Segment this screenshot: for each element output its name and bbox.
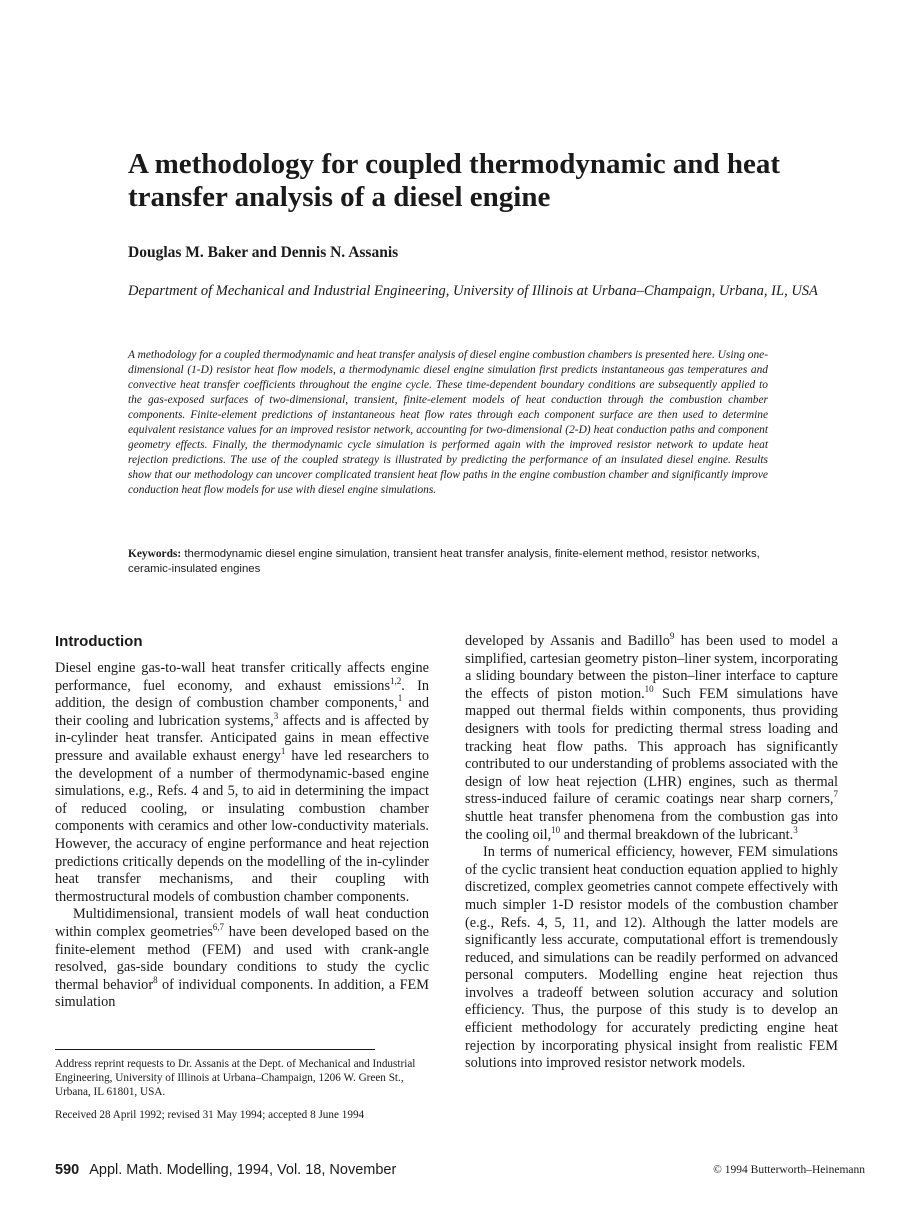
paper-title: A methodology for coupled thermodynamic and heat transfer analysis of a diesel engine xyxy=(128,148,780,213)
section-heading-introduction: Introduction xyxy=(55,633,143,650)
citation: 10 xyxy=(551,824,561,835)
citation: 10 xyxy=(644,684,654,695)
citation: 1 xyxy=(397,693,403,704)
author-list: Douglas M. Baker and Dennis N. Assanis xyxy=(128,244,399,261)
citation: 3 xyxy=(273,711,279,722)
journal-citation: Appl. Math. Modelling, 1994, Vol. 18, November xyxy=(89,1162,397,1178)
keywords xyxy=(128,547,768,577)
reprint-footnote: Address reprint requests to Dr. Assanis at the Dept. of Mechanical and Industrial Engineering, University of Illinois at Urbana–Champaign, 1206 W. Green St., Urbana, IL 61801, USA. xyxy=(55,1058,416,1098)
keywords-label: Keywords: xyxy=(128,548,182,560)
citation: 1 xyxy=(280,746,286,757)
intro-paragraph-4: In terms of numerical efficiency, however, FEM simulations of the cyclic transient heat conduction equation applied to highly discretized, complex geometries cannot compete effectively with much simpler 1-D resistor models of the combustion chamber (e.g., Refs. 4, 5, 11, and 12). Although the latter models are significantly less accurate, computational effort is tremendously reduced, and simulations can be readily performed on advanced personal computers. Modelling engine heat rejection thus involves a tradeoff between solution accuracy and solution efficiency. Thus, the purpose of this study is to develop an efficient methodology for accurately predicting engine heat rejection by incorporating physical insight from realistic FEM solutions into improved resistor network models. xyxy=(465,844,838,1072)
left-column xyxy=(55,633,429,1012)
page-footer xyxy=(55,1162,396,1178)
affiliation: Department of Mechanical and Industrial Engineering, University of Illinois at Urbana–Champaign, Urbana, IL, USA xyxy=(128,283,818,299)
intro-paragraph-1: Diesel engine gas-to-wall heat transfer critically affects engine performance, fuel economy, and exhaust emissions$^{1,2}$. In addition, the design of combustion chamber components,$^1$ and their cooling and lubrication systems,$^3$ affects and is affected by in-cylinder heat transfer. Anticipated gains in mean effective pressure and available exhaust energy$^1$ have led researchers to the development of a number of thermodynamic-based engine simulations, e.g., Refs. 4 and 5, to aid in determining the impact of reduced cooling, or insulating combustion chamber components with ceramics and other low-conductivity materials. However, the accuracy of engine performance and heat rejection predictions critically depends on the modelling of the in-cylinder heat transfer mechanisms, and their coupling with thermostructural models of combustion chamber components. xyxy=(55,660,430,905)
citation: 8 xyxy=(153,974,158,985)
intro-paragraph-2: Multidimensional, transient models of wall heat conduction within complex geometries$^{6,7}$ have been developed based on the finite-element method (FEM) and used with crank-angle resolved, gas-side boundary conditions to study the cyclic thermal behavior$^8$ of individual components. In addition, a FEM simulation xyxy=(55,906,430,1011)
citation: 6,7 xyxy=(212,922,225,933)
keywords-text: thermodynamic diesel engine simulation, transient heat transfer analysis, finite-element method, resistor networks, ceramic-insulated engines xyxy=(128,548,760,575)
page-number: 590 xyxy=(55,1162,80,1178)
citation: 1,2 xyxy=(390,675,402,686)
citation: 9 xyxy=(669,631,675,642)
abstract: A methodology for a coupled thermodynamic and heat transfer analysis of diesel engine combustion chambers is presented here. Using one-dimensional (1-D) resistor heat flow models, a thermodynamic diesel engine simulation first predicts instantaneous gas temperatures and convective heat transfer coefficients throughout the engine cycle. These time-dependent boundary conditions are subsequently applied to the gas-exposed surfaces of two-dimensional, transient, finite-element models of heat conduction through the combustion chamber components. Finite-element predictions of instantaneous heat flow rates through each component surface are then used to determine equivalent resistance values for an improved resistor network, accounting for two-dimensional (2-D) heat conduction paths and component geometry effects. Finally, the thermodynamic cycle simulation is performed again with the improved resistor network to update heat rejection predictions. The use of the coupled strategy is illustrated by predicting the performance of an insulated diesel engine. Results show that our methodology can uncover complicated transient heat flow paths in the engine combustion chamber and significantly improve conduction heat flow models for use with diesel engine simulations. xyxy=(128,349,768,496)
citation: 7 xyxy=(833,789,838,800)
copyright: © 1994 Butterworth–Heinemann xyxy=(713,1164,865,1176)
footnote-divider xyxy=(55,1049,375,1050)
citation: 3 xyxy=(793,824,798,835)
received-dates: Received 28 April 1992; revised 31 May 1994; accepted 8 June 1994 xyxy=(55,1109,365,1121)
intro-paragraph-3: developed by Assanis and Badillo$^9$ has been used to model a simplified, cartesian geometry piston–liner system, incorporating a sliding boundary between the piston–liner interface to capture the effects of piston motion.$^{10}$ Such FEM simulations have mapped out thermal fields within components, thus providing designers with tools for predicting thermal stress loading and tracking heat flow paths. This approach has significantly contributed to our understanding of problems associated with the design of low heat rejection (LHR) engines, such as thermal stress-induced failure of ceramic coatings near sharp corners,$^7$ shuttle heat transfer phenomena from the combustion gas into the cooling oil,$^{10}$ and thermal breakdown of the lubricant.$^3$ xyxy=(465,631,838,843)
right-column xyxy=(465,633,838,1073)
